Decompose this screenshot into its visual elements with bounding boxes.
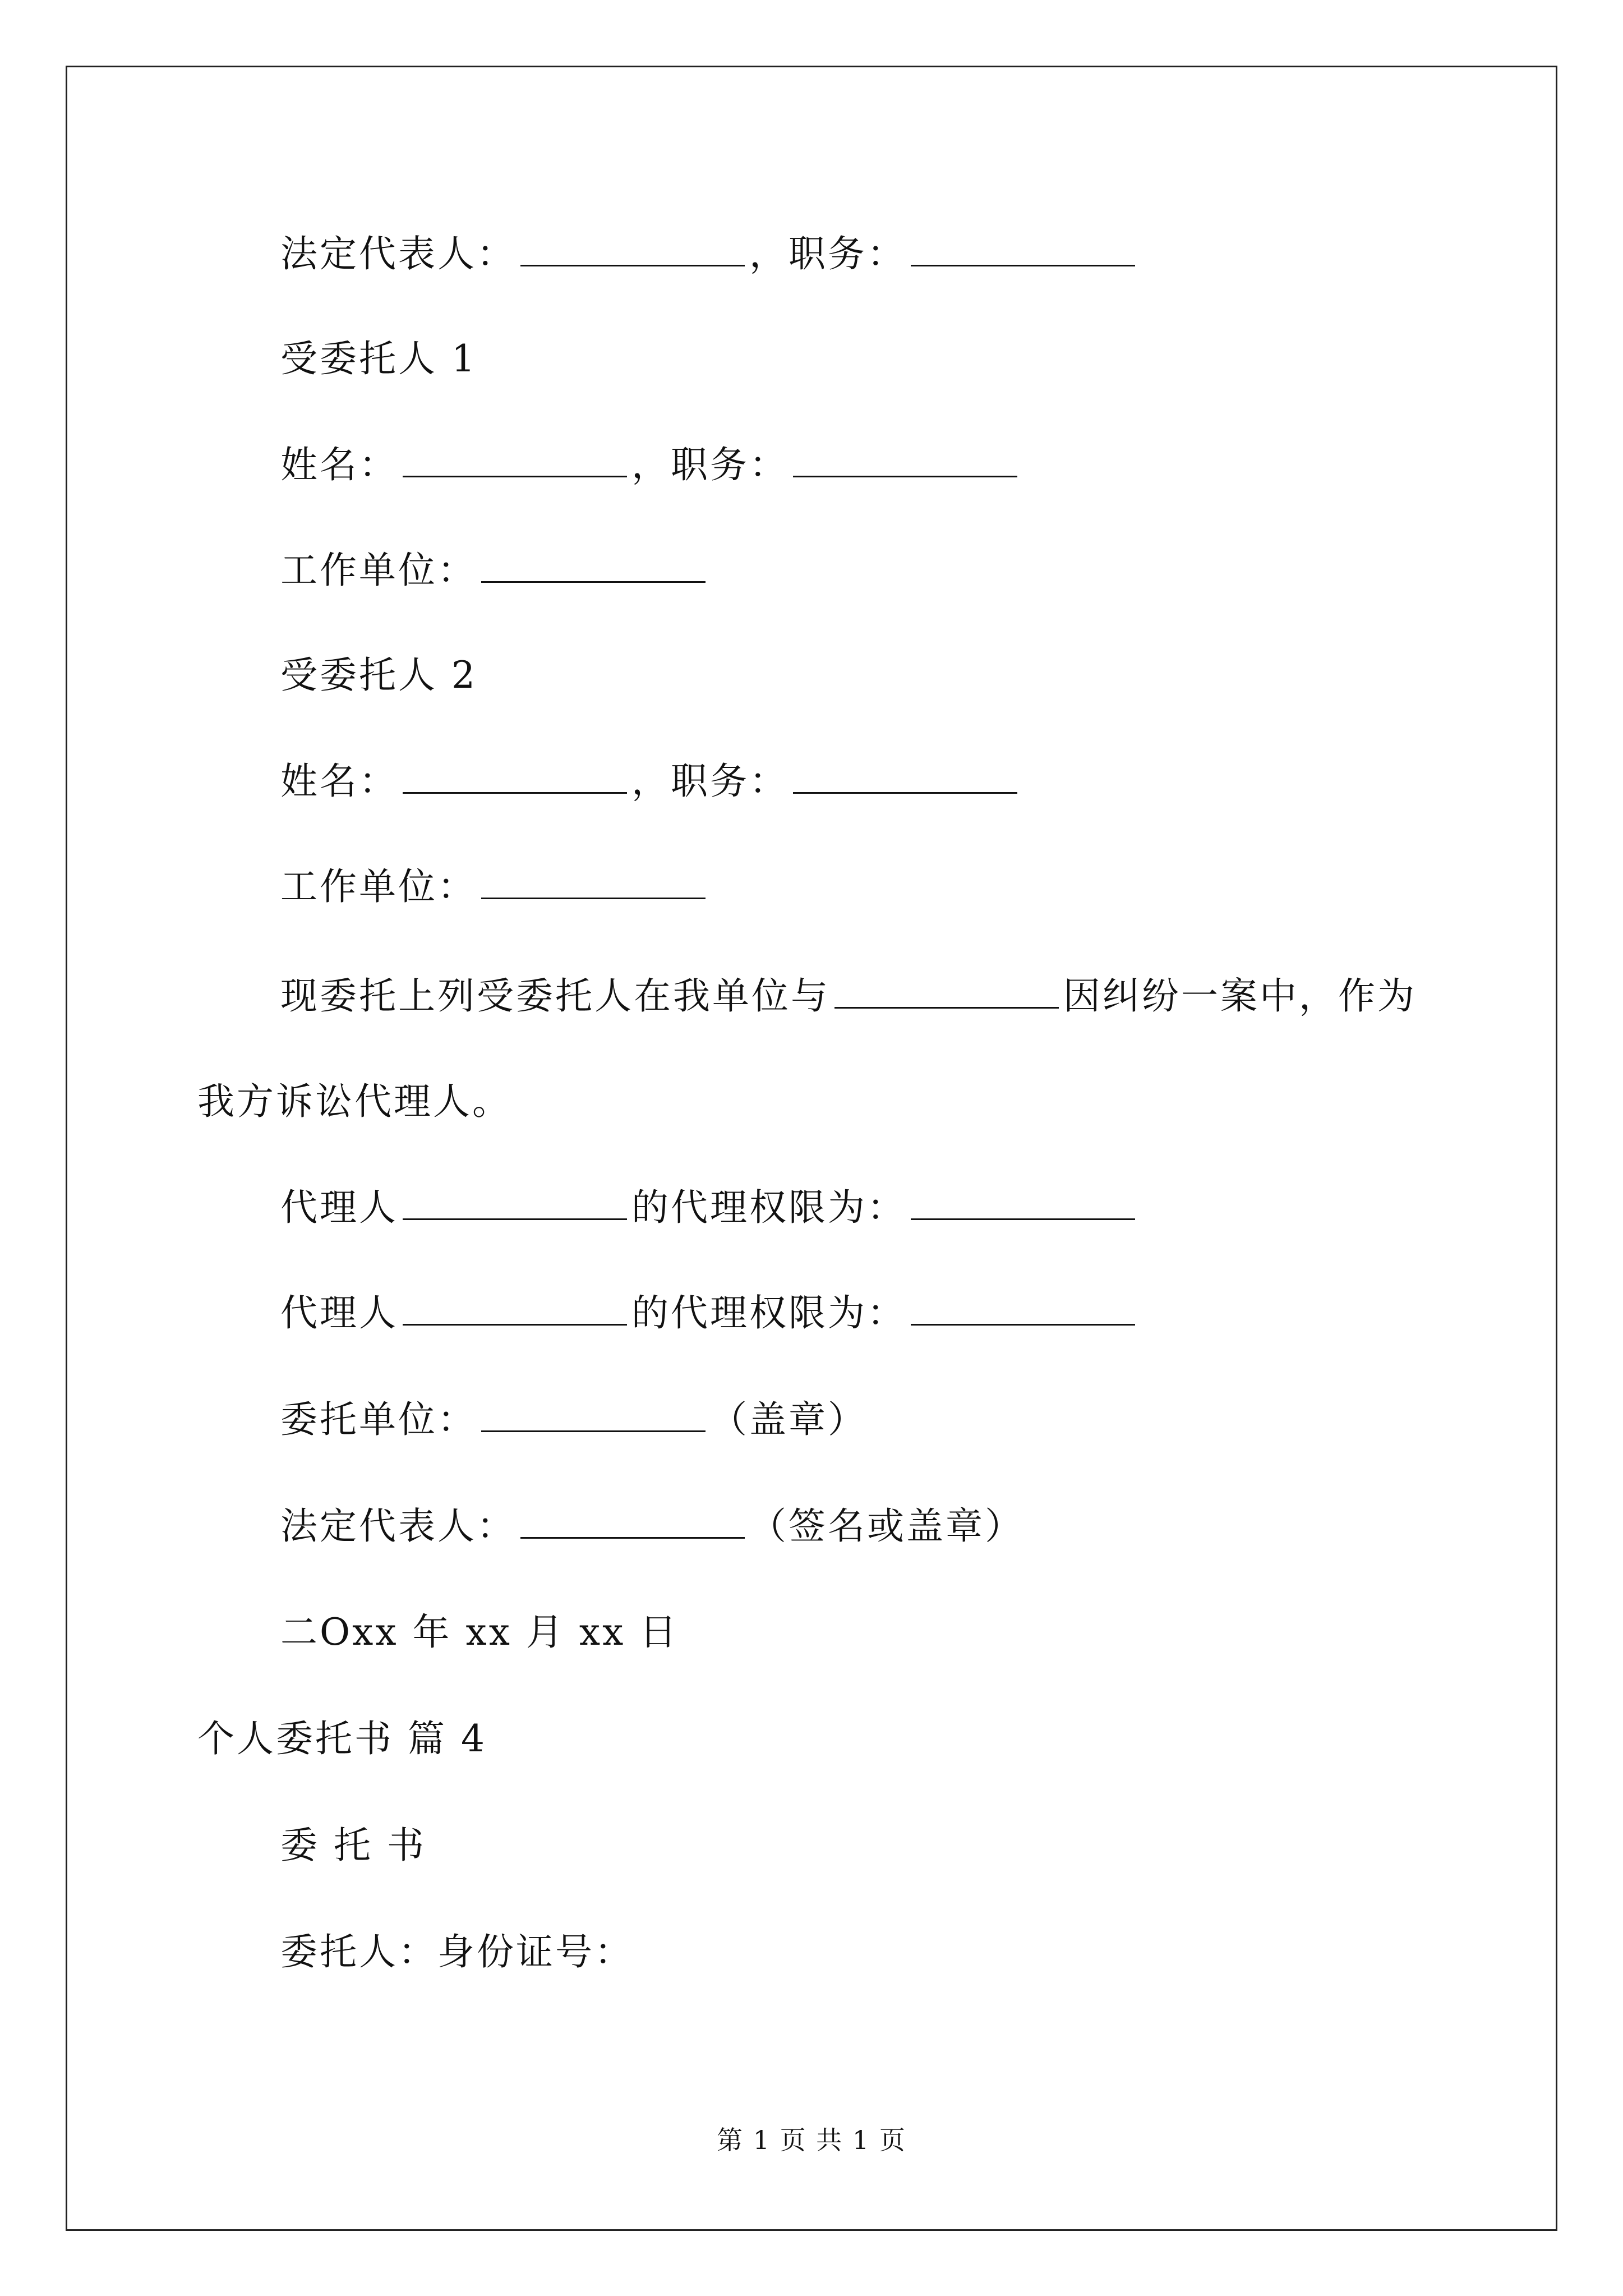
trustee-2-heading: 受委托人 2 <box>280 654 477 697</box>
text: 现委托上列受委托人在我单位与 <box>280 974 830 1018</box>
label: 工作单位： <box>280 865 477 908</box>
section-heading: 个人委托书 篇 4 <box>197 1717 487 1760</box>
label: （盖章） <box>710 1398 867 1441</box>
blank-field <box>911 1290 1135 1326</box>
label: 代理人 <box>280 1186 398 1229</box>
principal-id-line: 委托人：身份证号： <box>280 1930 634 1973</box>
agent-authority-line-2 <box>280 1290 1140 1335</box>
label: ，职务： <box>631 443 789 486</box>
blank-field <box>403 758 627 794</box>
label: 的代理权限为： <box>631 1291 906 1335</box>
blank-field <box>520 231 745 266</box>
commission-paragraph-line-1 <box>280 973 1417 1018</box>
label: （签名或盖章） <box>749 1504 1024 1548</box>
trustee-2-workplace-line <box>280 864 710 909</box>
blank-field <box>403 1290 627 1326</box>
blank-field <box>481 864 706 899</box>
trustee-1-heading: 受委托人 1 <box>280 337 477 380</box>
blank-field <box>911 231 1135 266</box>
blank-field <box>793 442 1017 477</box>
blank-field <box>911 1185 1135 1220</box>
blank-field <box>834 973 1059 1009</box>
blank-field <box>481 1397 706 1432</box>
text: 因纠纷一案中，作为 <box>1063 974 1417 1018</box>
trustee-1-name-line <box>280 442 1022 487</box>
label: 工作单位： <box>280 549 477 592</box>
agent-authority-line-1 <box>280 1185 1140 1230</box>
legal-representative-signature-line <box>280 1503 1024 1548</box>
blank-field <box>403 442 627 477</box>
label: 代理人 <box>280 1291 398 1335</box>
label: ，职务： <box>749 232 906 275</box>
label: 姓名： <box>280 443 398 486</box>
trustee-1-workplace-line <box>280 547 710 592</box>
blank-field <box>403 1185 627 1220</box>
page-footer: 第 1 页 共 1 页 <box>717 2125 906 2155</box>
entrusting-unit-line <box>280 1397 867 1442</box>
blank-field <box>793 758 1017 794</box>
page-border <box>66 66 1557 2231</box>
label: 的代理权限为： <box>631 1186 906 1229</box>
date-line: 二Oxx 年 xx 月 xx 日 <box>280 1611 679 1654</box>
label: 委托单位： <box>280 1398 477 1441</box>
trustee-2-name-line <box>280 758 1022 803</box>
blank-field <box>520 1503 745 1539</box>
document-title: 委 托 书 <box>280 1824 426 1867</box>
blank-field <box>481 547 706 583</box>
label: 法定代表人： <box>280 1504 516 1548</box>
label: ，职务： <box>631 760 789 803</box>
legal-representative-line <box>280 231 1140 276</box>
label: 法定代表人： <box>280 232 516 275</box>
label: 姓名： <box>280 760 398 803</box>
commission-paragraph-line-2: 我方诉讼代理人。 <box>197 1080 511 1123</box>
